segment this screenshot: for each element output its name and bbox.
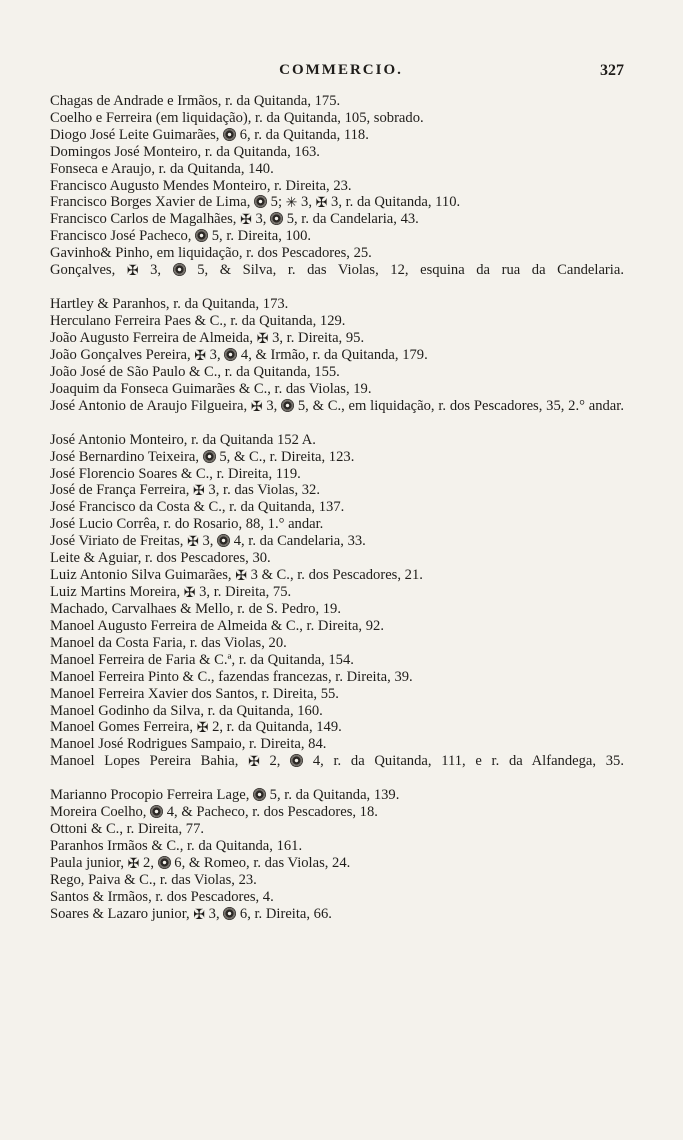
entry-text: 4, & Irmão, r. da Quitanda, 179. <box>237 346 428 363</box>
entry-text: Hartley & Paranhos, r. da Quitanda, 173. <box>50 296 289 313</box>
entry-text: 3, <box>262 397 282 414</box>
star-order-icon: ✳ <box>285 196 298 212</box>
entry-text: 5, r. da Quitanda, 139. <box>266 787 400 804</box>
entry-text: 3, r. das Violas, 32. <box>204 482 320 499</box>
directory-entry <box>50 144 624 161</box>
entry-text: 5; <box>267 194 286 211</box>
directory-entry <box>50 821 624 838</box>
directory-entry <box>50 906 624 923</box>
directory-entry <box>50 618 624 635</box>
entry-text: João Augusto Ferreira de Almeida, <box>50 329 257 346</box>
directory-entry <box>50 194 624 211</box>
directory-entry <box>50 516 624 533</box>
cross-order-icon: ✠ <box>248 755 260 771</box>
directory-entry <box>50 228 624 245</box>
directory-entry <box>50 330 624 347</box>
entry-text: Rego, Paiva & C., r. das Violas, 23. <box>50 871 257 888</box>
page-header <box>58 62 624 84</box>
entry-text: 5, r. da Candelaria, 43. <box>283 211 419 228</box>
entry-text: Coelho e Ferreira (em liquidação), r. da Quitanda, 105, sobrado. <box>50 109 424 126</box>
entry-text: 3, <box>206 346 225 363</box>
directory-entry <box>50 432 624 449</box>
entry-text: Paranhos Irmãos & C., r. da Quitanda, 161. <box>50 838 303 854</box>
cross-order-icon: ✠ <box>194 348 206 364</box>
rose-order-icon <box>217 534 230 547</box>
entry-text: Francisco Borges Xavier de Lima, <box>50 194 254 211</box>
entry-text: 3, <box>198 533 218 550</box>
entry-text: Manoel José Rodrigues Sampaio, r. Direita, 84. <box>50 736 327 753</box>
cross-order-icon: ✠ <box>187 535 199 551</box>
cross-order-icon: ✠ <box>256 331 269 347</box>
directory-entry <box>50 686 624 703</box>
entry-text: José Lucio Corrêa, r. do Rosario, 88, 1.° andar. <box>50 516 324 533</box>
directory-entry <box>50 550 624 567</box>
rose-order-icon <box>254 195 267 208</box>
entry-text: João José de São Paulo & C., r. da Quitanda, 155. <box>50 363 340 380</box>
directory-list <box>50 93 624 923</box>
entry-text: Domingos José Monteiro, r. da Quitanda, 163. <box>50 143 320 160</box>
entry-text: 3, r. Direita, 95. <box>268 329 365 346</box>
directory-entry <box>50 161 624 178</box>
directory-entry <box>50 584 624 601</box>
entry-text: Francisco José Pacheco, <box>50 228 196 245</box>
cross-order-icon: ✠ <box>240 213 252 229</box>
directory-entry <box>50 567 624 584</box>
entry-text: Fonseca e Araujo, r. da Quitanda, 140. <box>50 160 274 177</box>
entry-text: 3, <box>138 262 173 279</box>
rose-order-icon <box>281 399 294 412</box>
entry-text: José de França Ferreira, <box>50 482 194 499</box>
entry-text: José Francisco da Costa & C., r. da Quitanda, 137. <box>50 499 345 516</box>
cross-order-icon: ✠ <box>315 196 328 212</box>
entry-text: José Florencio Soares & C., r. Direita, 119. <box>50 465 301 482</box>
entry-text: José Viriato de Freitas, <box>50 533 188 550</box>
page-number: 327 <box>600 62 624 79</box>
directory-entry <box>50 753 624 787</box>
entry-text: Leite & Aguiar, r. dos Pescadores, 30. <box>50 550 271 567</box>
directory-entry <box>50 499 624 516</box>
entry-text: 3, <box>251 211 271 228</box>
entry-text: João Gonçalves Pereira, <box>50 346 195 363</box>
cross-order-icon: ✠ <box>193 907 206 923</box>
entry-text: José Bernardino Teixeira, <box>50 448 203 465</box>
directory-entry <box>50 245 624 262</box>
entry-text: Francisco Augusto Mendes Monteiro, r. Direita, 23. <box>50 177 352 194</box>
rose-order-icon <box>203 450 216 463</box>
entry-text: Paula junior, <box>50 854 128 871</box>
entry-text: 3, r. da Quitanda, 110. <box>327 194 461 211</box>
entry-text: Francisco Carlos de Magalhães, <box>50 211 241 228</box>
entry-text: Luiz Martins Moreira, <box>50 584 184 601</box>
entry-text: 5, & C., em liquidação, r. dos Pescadores, 35, 2.° andar. <box>294 397 624 414</box>
entry-text: Ottoni & C., r. Direita, 77. <box>50 821 205 838</box>
entry-text: Diogo José Leite Guimarães, <box>50 126 224 143</box>
directory-entry <box>50 601 624 618</box>
entry-text: Manoel Godinho da Silva, r. da Quitanda, 160. <box>50 702 323 719</box>
entry-text: Manoel Gomes Ferreira, <box>50 719 197 736</box>
directory-entry <box>50 889 624 906</box>
entry-text: 3, <box>297 194 316 211</box>
directory-entry <box>50 482 624 499</box>
entry-text: 5, & Silva, r. das Violas, 12, esquina da rua da Candelaria. <box>185 262 624 279</box>
entry-text: José Antonio Monteiro, r. da Quitanda 152 A. <box>50 431 316 448</box>
entry-text: Soares & Lazaro junior, <box>50 905 194 922</box>
rose-order-icon <box>195 229 208 242</box>
entry-text: 6, & Romeo, r. das Violas, 24. <box>170 854 351 871</box>
rose-order-icon <box>173 263 186 276</box>
page-title: COMMERCIO. <box>279 62 403 78</box>
rose-order-icon <box>270 212 283 225</box>
directory-entry <box>50 533 624 550</box>
cross-order-icon: ✠ <box>183 586 196 602</box>
entry-text: Moreira Coelho, <box>50 804 151 821</box>
rose-order-icon <box>223 907 236 920</box>
directory-entry <box>50 178 624 195</box>
directory-entry <box>50 211 624 228</box>
rose-order-icon <box>150 805 163 818</box>
directory-entry <box>50 364 624 381</box>
entry-text: 4, r. da Candelaria, 33. <box>230 533 366 550</box>
entry-text: 2, <box>139 854 158 871</box>
entry-text: Manoel Ferreira de Faria & C.ª, r. da Quitanda, 154. <box>50 651 354 668</box>
cross-order-icon: ✠ <box>250 399 263 415</box>
directory-entry <box>50 787 624 804</box>
directory-entry <box>50 296 624 313</box>
entry-text: 3, r. Direita, 75. <box>195 584 292 601</box>
entry-text: 5, & C., r. Direita, 123. <box>215 448 355 465</box>
entry-text: Manoel da Costa Faria, r. das Violas, 20. <box>50 634 287 651</box>
directory-entry <box>50 110 624 127</box>
entry-text: 3, <box>205 905 224 922</box>
cross-order-icon: ✠ <box>193 484 205 500</box>
rose-order-icon <box>290 754 303 767</box>
entry-text: Herculano Ferreira Paes & C., r. da Quitanda, 129. <box>50 313 346 330</box>
cross-order-icon: ✠ <box>235 569 247 585</box>
entry-text: Gavinho& Pinho, em liquidação, r. dos Pescadores, 25. <box>50 245 372 262</box>
rose-order-icon <box>224 348 237 361</box>
directory-entry <box>50 652 624 669</box>
entry-text: Gonçalves, <box>50 262 127 279</box>
entry-text: 2, r. da Quitanda, 149. <box>208 719 342 736</box>
directory-entry <box>50 127 624 144</box>
entry-text: Joaquim da Fonseca Guimarães & C., r. das Violas, 19. <box>50 380 372 397</box>
directory-entry <box>50 635 624 652</box>
directory-entry <box>50 313 624 330</box>
entry-text: Machado, Carvalhaes & Mello, r. de S. Pedro, 19. <box>50 601 342 618</box>
entry-text: 5, r. Direita, 100. <box>208 228 312 245</box>
directory-entry <box>50 703 624 720</box>
cross-order-icon: ✠ <box>126 264 139 280</box>
entry-text: José Antonio de Araujo Filgueira, <box>50 397 251 414</box>
entry-text: 2, <box>259 753 291 770</box>
entry-text: Manoel Lopes Pereira Bahia, <box>50 753 249 770</box>
directory-entry <box>50 449 624 466</box>
directory-entry <box>50 719 624 736</box>
directory-entry <box>50 838 624 855</box>
directory-entry <box>50 804 624 821</box>
cross-order-icon: ✠ <box>196 721 209 737</box>
directory-entry <box>50 855 624 872</box>
rose-order-icon <box>253 788 266 801</box>
cross-order-icon: ✠ <box>127 856 140 872</box>
directory-entry <box>50 262 624 296</box>
directory-entry <box>50 347 624 364</box>
entry-text: 6, r. Direita, 66. <box>236 905 332 922</box>
rose-order-icon <box>158 856 171 869</box>
directory-entry <box>50 669 624 686</box>
entry-text: 3 & C., r. dos Pescadores, 21. <box>246 567 423 584</box>
entry-text: Manoel Ferreira Pinto & C., fazendas francezas, r. Direita, 39. <box>50 668 413 685</box>
directory-entry <box>50 736 624 753</box>
entry-text: 6, r. da Quitanda, 118. <box>236 126 369 143</box>
directory-entry <box>50 398 624 432</box>
directory-entry <box>50 466 624 483</box>
entry-text: 4, r. da Quitanda, 111, e r. da Alfandega, 35. <box>303 753 624 770</box>
directory-entry <box>50 872 624 889</box>
directory-entry <box>50 93 624 110</box>
directory-entry <box>50 381 624 398</box>
entry-text: Chagas de Andrade e Irmãos, r. da Quitanda, 175. <box>50 93 341 109</box>
rose-order-icon <box>223 128 236 141</box>
entry-text: 4, & Pacheco, r. dos Pescadores, 18. <box>163 804 378 821</box>
entry-text: Santos & Irmãos, r. dos Pescadores, 4. <box>50 888 274 905</box>
entry-text: Marianno Procopio Ferreira Lage, <box>50 787 254 804</box>
entry-text: Manoel Augusto Ferreira de Almeida & C., r. Direita, 92. <box>50 618 384 635</box>
entry-text: Luiz Antonio Silva Guimarães, <box>50 567 236 584</box>
entry-text: Manoel Ferreira Xavier dos Santos, r. Direita, 55. <box>50 685 339 702</box>
